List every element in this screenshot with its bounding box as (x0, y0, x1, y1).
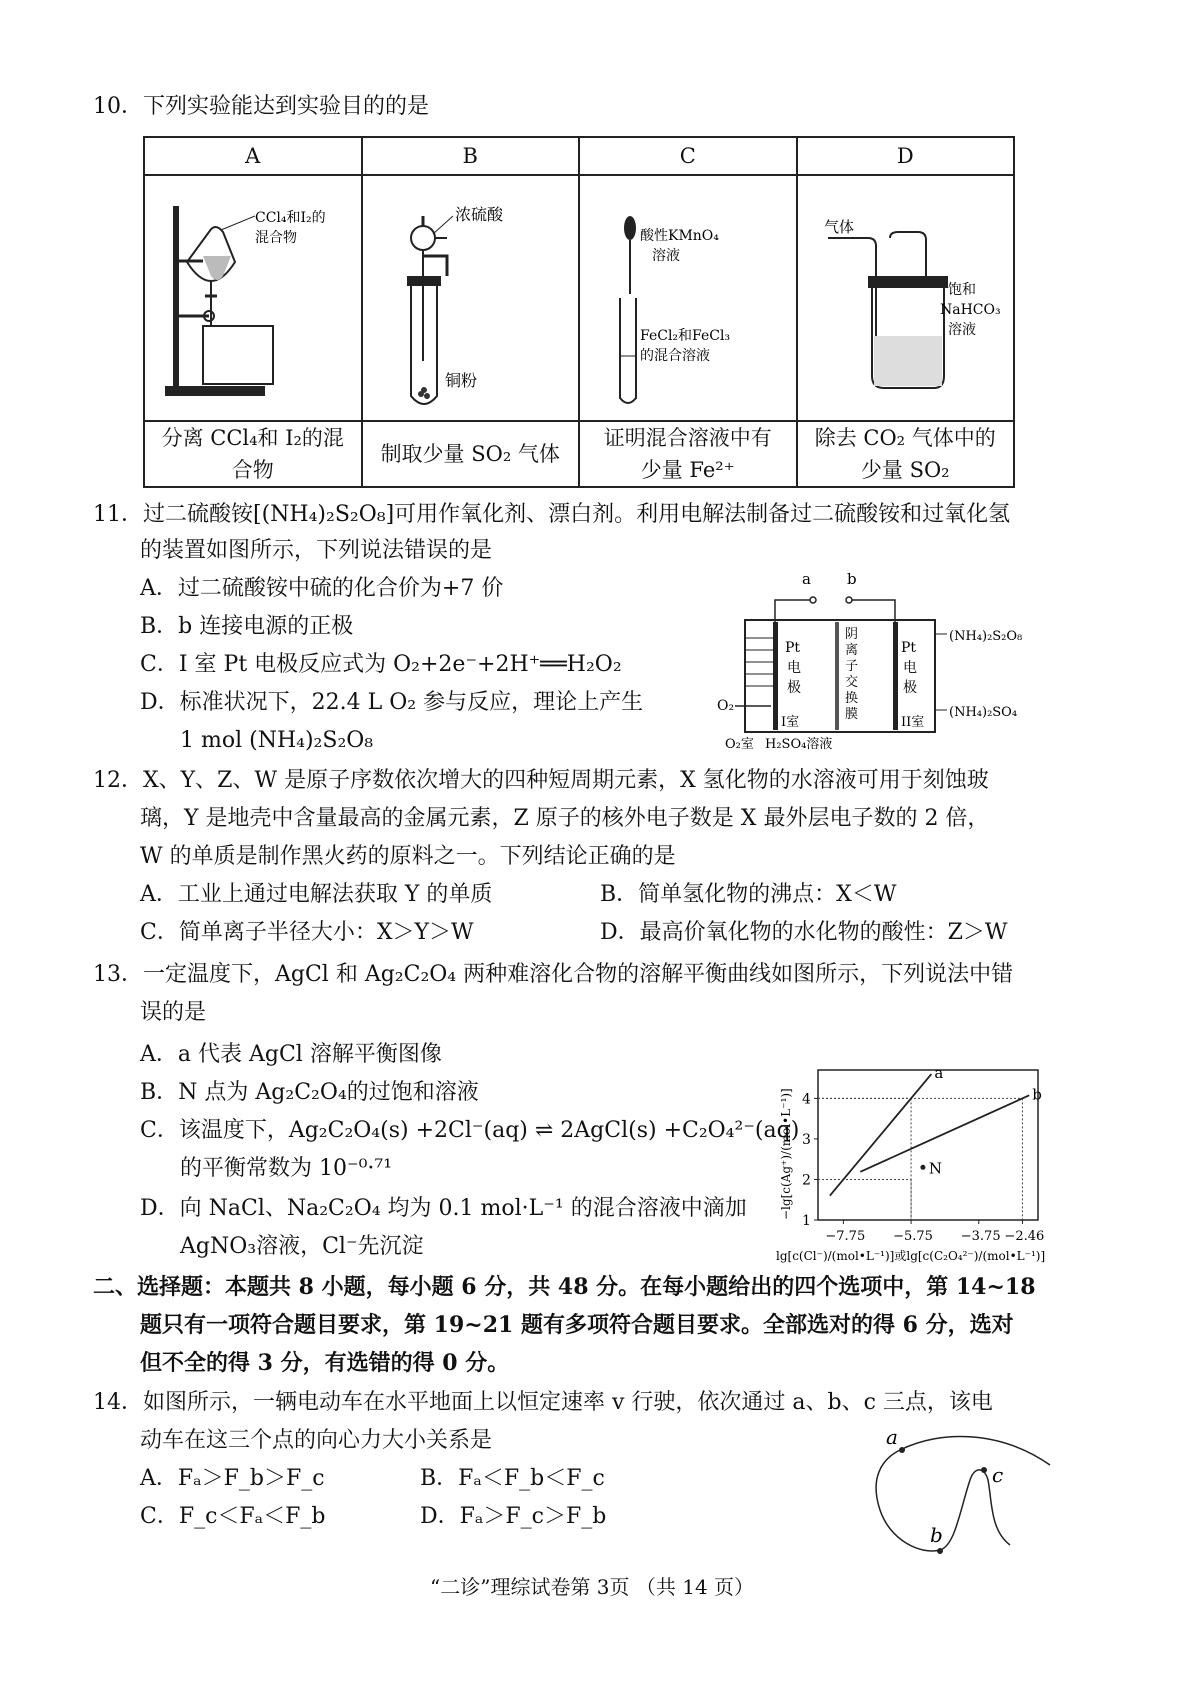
chart-frame (818, 1070, 1038, 1220)
q12-option-d: D．最高价氧化物的水化物的酸性：Z＞W (600, 920, 1008, 945)
col-a-header: A (144, 137, 362, 175)
series-a-label: a (934, 1064, 944, 1083)
q14-option-b: B．Fₐ＜F_b＜F_c (420, 1466, 605, 1491)
terminal-b-label: b (847, 570, 857, 588)
q12-line-3: W 的单质是制作黑火药的原料之一。下列结论正确的是 (140, 844, 676, 869)
electrolysis-cell-figure (717, 560, 1045, 752)
membrane-3: 子 (845, 659, 859, 674)
fig-b-acid-label: 浓硫酸 (454, 205, 503, 224)
q11-option-b: B．b 连接电源的正极 (140, 614, 354, 639)
q13-option-c: C．该温度下，Ag₂C₂O₄(s) +2Cl⁻(aq) ⇌ 2AgCl(s) +C₂O₄²⁻(aq) (140, 1118, 800, 1143)
membrane-5: 换 (845, 691, 859, 706)
fig-b-cu-label: 铜粉 (444, 371, 477, 390)
q11-option-c: C．I 室 Pt 电极反应式为 O₂+2e⁻+2H⁺══H₂O₂ (140, 652, 622, 677)
q13-option-d-cont: AgNO₃溶液，Cl⁻先沉淀 (180, 1234, 424, 1259)
separatory-funnel-figure (145, 176, 359, 416)
section-2-line-2: 题只有一项符合题目要求，第 19~21 题有多项符合题目要求。全部选对的得 6 分，选对 (140, 1312, 1014, 1338)
series-a-line (830, 1074, 932, 1196)
x-tick-label-3: −2.46 (1004, 1229, 1045, 1244)
membrane-2: 离 (845, 643, 859, 658)
x-tick-label-1: −5.75 (893, 1229, 933, 1244)
pt-right-2: 电 (903, 660, 917, 676)
q14-option-c: C．F_c＜Fₐ＜F_b (140, 1504, 326, 1529)
series-b-label: b (1032, 1085, 1042, 1104)
q10-table (143, 136, 1015, 488)
fig-a-cell (144, 175, 362, 421)
o2-inlet-label: O₂ (717, 698, 735, 714)
fig-a-label2: 混合物 (255, 230, 297, 246)
q14-stem-2: 动车在这三个点的向心力大小关系是 (140, 1428, 493, 1453)
terminal-a-label: a (802, 570, 811, 588)
q12-option-c: C．简单离子半径大小：X＞Y＞W (140, 920, 474, 945)
col-d-header: D (797, 137, 1015, 175)
q11-option-d: D．标准状况下，22.4 L O₂ 参与反应，理论上产生 (140, 690, 644, 715)
q13-option-b: B．N 点为 Ag₂C₂O₄的过饱和溶液 (140, 1080, 479, 1105)
fig-a-label1: CCl₄和I₂的 (255, 210, 326, 226)
q12-line-1: 12．X、Y、Z、W 是原子序数依次增大的四种短周期元素，X 氢化物的水溶液可用于刻蚀玻 (93, 768, 989, 793)
page-footer: “二诊”理综试卷第 3页 （共 14 页） (430, 1575, 755, 1599)
col-b-header: B (362, 137, 580, 175)
series-b-line (860, 1095, 1029, 1171)
y-tick-label-1: 1 (802, 1213, 811, 1229)
purpose-a: 分离 CCl₄和 I₂的混 合物 (144, 421, 362, 487)
fig-d-label1: 饱和 (947, 282, 976, 298)
fig-d-gas-label: 气体 (823, 218, 854, 236)
q11-stem-2: 的装置如图所示，下列说法错误的是 (140, 538, 493, 563)
q13-option-a: A．a 代表 AgCl 溶解平衡图像 (140, 1042, 442, 1067)
q14-stem-1: 14．如图所示，一辆电动车在水平地面上以恒定速率 v 行驶，依次通过 a、b、c 三点，该电 (93, 1390, 993, 1415)
q11-stem-1: 11．过二硫酸铵[(NH₄)₂S₂O₈]可用作氧化剂、漂白剂。利用电解法制备过二硫酸铵和过氧化氢 (93, 502, 1011, 527)
x-tick-label-0: −7.75 (825, 1229, 866, 1244)
q12-option-b: B．简单氢化物的沸点：X＜W (600, 882, 897, 907)
fig-c-label1: 酸性KMnO₄ (640, 228, 719, 244)
y-tick-label-3: 3 (802, 1131, 811, 1148)
test-tube-generator-figure (363, 176, 577, 416)
fig-b-cell (362, 175, 580, 421)
q13-stem-1: 13．一定温度下，AgCl 和 Ag₂C₂O₄ 两种难溶化合物的溶解平衡曲线如图所示，下列说法中错 (93, 962, 1014, 987)
pt-left-2: 电 (787, 660, 801, 676)
o2-room-label: O₂室 (725, 737, 754, 752)
section-2-line-1: 二、选择题：本题共 8 小题，每小题 6 分，共 48 分。在每小题给出的四个选项中，第 14~18 (93, 1274, 1036, 1300)
q13-stem-2: 误的是 (140, 1000, 207, 1025)
point-b-label: b (930, 1523, 943, 1547)
inlet-label: (NH₄)₂SO₄ (949, 705, 1018, 720)
purpose-b: 制取少量 SO₂ 气体 (362, 421, 580, 487)
section-2-line-3: 但不全的得 3 分，有选错的得 0 分。 (140, 1350, 510, 1376)
col-c-header: C (579, 137, 797, 175)
chart-ylabel: −lg[c(Ag⁺)/(mol•L⁻¹)] (779, 1088, 793, 1220)
membrane-1: 阴 (845, 627, 859, 642)
pt-right-1: Pt (901, 640, 917, 656)
fig-d-label3: 溶液 (947, 322, 976, 338)
y-tick-label-4: 4 (802, 1091, 811, 1108)
fig-d-label2: NaHCO₃ (939, 302, 1001, 318)
fig-c-cell (579, 175, 797, 421)
q11-option-a: A．过二硫酸铵中硫的化合价为+7 价 (140, 576, 504, 601)
fig-c-label2: 溶液 (652, 248, 680, 264)
pt-left-3: 极 (787, 680, 801, 696)
fig-c-label3: FeCl₂和FeCl₃ (640, 328, 731, 344)
y-tick-label-2: 2 (802, 1172, 811, 1189)
room-2-label: II室 (901, 715, 925, 730)
h2so4-label: H₂SO₄溶液 (765, 737, 833, 752)
q13-option-c-cont: 的平衡常数为 10⁻⁰·⁷¹ (180, 1156, 393, 1181)
purpose-c: 证明混合溶液中有 少量 Fe²⁺ (579, 421, 797, 487)
pt-left-1: Pt (785, 640, 801, 656)
point-a-label: a (886, 1425, 898, 1449)
q10-stem: 10．下列实验能达到实验目的的是 (93, 94, 429, 119)
x-tick-label-2: −3.75 (960, 1229, 1001, 1244)
point-N-label: N (928, 1159, 943, 1178)
point-c-label: c (992, 1463, 1004, 1487)
pt-right-3: 极 (903, 680, 917, 696)
curved-path-figure (860, 1420, 1060, 1570)
outlet-label: (NH₄)₂S₂O₈ (949, 629, 1023, 644)
q11-option-d-cont: 1 mol (NH₄)₂S₂O₈ (180, 728, 374, 753)
membrane-6: 膜 (845, 707, 859, 722)
room-1-label: I室 (781, 715, 800, 730)
q12-option-a: A．工业上通过电解法获取 Y 的单质 (140, 882, 493, 907)
point-N (920, 1165, 925, 1170)
q14-option-d: D．Fₐ＞F_c＞F_b (420, 1504, 607, 1529)
q12-line-2: 璃，Y 是地壳中含量最高的金属元素，Z 原子的核外电子数是 X 最外层电子数的 2 倍， (140, 806, 990, 831)
q14-option-a: A．Fₐ＞F_b＞F_c (140, 1466, 325, 1491)
gas-washing-bottle-figure (798, 176, 1012, 416)
chart-xlabel: lg[c(Cl⁻)/(mol•L⁻¹)]或lg[c(C₂O₄²⁻)/(mol•L⁻¹)] (776, 1249, 1046, 1263)
membrane-4: 交 (845, 675, 859, 690)
dropper-test-tube-figure (580, 176, 794, 416)
q13-option-d: D．向 NaCl、Na₂C₂O₄ 均为 0.1 mol·L⁻¹ 的混合溶液中滴加 (140, 1196, 747, 1221)
fig-c-label4: 的混合溶液 (640, 348, 710, 364)
fig-d-cell (797, 175, 1015, 421)
solubility-chart (770, 1060, 1060, 1270)
purpose-d: 除去 CO₂ 气体中的 少量 SO₂ (797, 421, 1015, 487)
